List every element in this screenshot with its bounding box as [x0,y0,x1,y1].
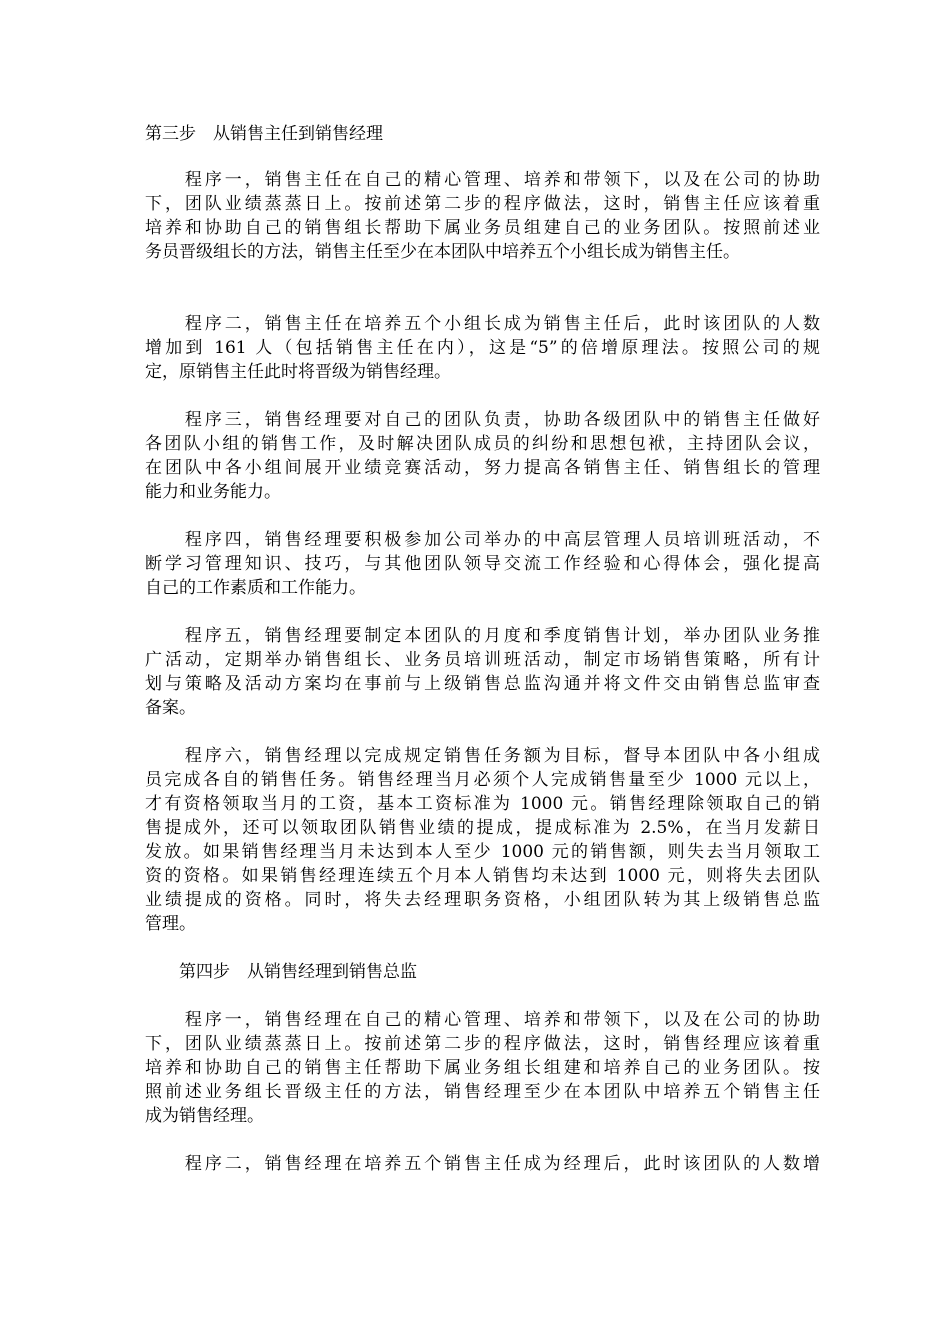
paragraph-line: 程序二，销售经理在培养五个销售主任成为经理后，此时该团队的人数增 [145,1154,820,1174]
paragraph-line: 才有资格领取当月的工资，基本工资标准为 1000 元。销售经理除领取自己的销 [145,794,820,814]
step4-heading: 第四步 从销售经理到销售总监 [145,962,417,982]
paragraph-line: 程序四，销售经理要积极参加公司举办的中高层管理人员培训班活动，不 [145,530,820,550]
paragraph-line: 务员晋级组长的方法，销售主任至少在本团队中培养五个小组长成为销售主任。 [145,242,740,262]
step3-procedure-3 [145,408,820,504]
step3-procedure-1 [145,168,820,264]
step3-procedure-5 [145,624,820,720]
step4-procedure-1 [145,1008,820,1128]
step4-procedure-2 [145,1152,820,1176]
paragraph-line: 售提成外，还可以领取团队销售业绩的提成，提成标准为 2.5%，在当月发薪日 [145,818,820,838]
paragraph-line: 程序二，销售主任在培养五个小组长成为销售主任后，此时该团队的人数 [145,314,820,334]
paragraph-line: 定，原销售主任此时将晋级为销售经理。 [145,362,451,382]
paragraph-line: 备案。 [145,698,196,718]
paragraph-line: 培养和协助自己的销售组长帮助下属业务员组建自己的业务团队。按照前述业 [145,218,820,238]
paragraph-line: 增加到 161 人（包括销售主任在内），这是“5”的倍增原理法。按照公司的规 [145,338,820,358]
paragraph-line: 程序三，销售经理要对自己的团队负责，协助各级团队中的销售主任做好 [145,410,820,430]
paragraph-line: 下，团队业绩蒸蒸日上。按前述第二步的程序做法，这时，销售主任应该着重 [145,194,820,214]
document-page [145,122,820,1176]
paragraph-line: 培养和协助自己的销售主任帮助下属业务组长组建和培养自己的业务团队。按 [145,1058,820,1078]
paragraph-line: 员完成各自的销售任务。销售经理当月必须个人完成销售量至少 1000 元以上， [145,770,820,790]
paragraph-line: 业绩提成的资格。同时，将失去经理职务资格，小组团队转为其上级销售总监 [145,890,820,910]
paragraph-line: 能力和业务能力。 [145,482,281,502]
paragraph-line: 管理。 [145,914,196,934]
paragraph-line: 自己的工作素质和工作能力。 [145,578,366,598]
paragraph-line: 程序一，销售经理在自己的精心管理、培养和带领下，以及在公司的协助 [145,1010,820,1030]
paragraph-line: 发放。如果销售经理当月未达到本人至少 1000 元的销售额，则失去当月领取工 [145,842,820,862]
paragraph-line: 划与策略及活动方案均在事前与上级销售总监沟通并将文件交由销售总监审查 [145,674,820,694]
paragraph-line: 下，团队业绩蒸蒸日上。按前述第二步的程序做法，这时，销售经理应该着重 [145,1034,820,1054]
step3-heading: 第三步 从销售主任到销售经理 [145,124,383,144]
paragraph-line: 在团队中各小组间展开业绩竞赛活动，努力提高各销售主任、销售组长的管理 [145,458,820,478]
step3-procedure-6 [145,744,820,936]
paragraph-line: 广活动，定期举办销售组长、业务员培训班活动，制定市场销售策略，所有计 [145,650,820,670]
paragraph-line: 程序五，销售经理要制定本团队的月度和季度销售计划，举办团队业务推 [145,626,820,646]
paragraph-line: 断学习管理知识、技巧，与其他团队领导交流工作经验和心得体会，强化提高 [145,554,820,574]
paragraph-line: 程序六，销售经理以完成规定销售任务额为目标，督导本团队中各小组成 [145,746,820,766]
paragraph-line: 程序一，销售主任在自己的精心管理、培养和带领下，以及在公司的协助 [145,170,820,190]
paragraph-line: 各团队小组的销售工作，及时解决团队成员的纠纷和思想包袱，主持团队会议， [145,434,820,454]
step3-procedure-4 [145,528,820,600]
paragraph-line: 成为销售经理。 [145,1106,264,1126]
paragraph-line: 资的资格。如果销售经理连续五个月本人销售均未达到 1000 元，则将失去团队 [145,866,820,886]
step3-procedure-2 [145,312,820,384]
paragraph-line: 照前述业务组长晋级主任的方法，销售经理至少在本团队中培养五个销售主任 [145,1082,820,1102]
